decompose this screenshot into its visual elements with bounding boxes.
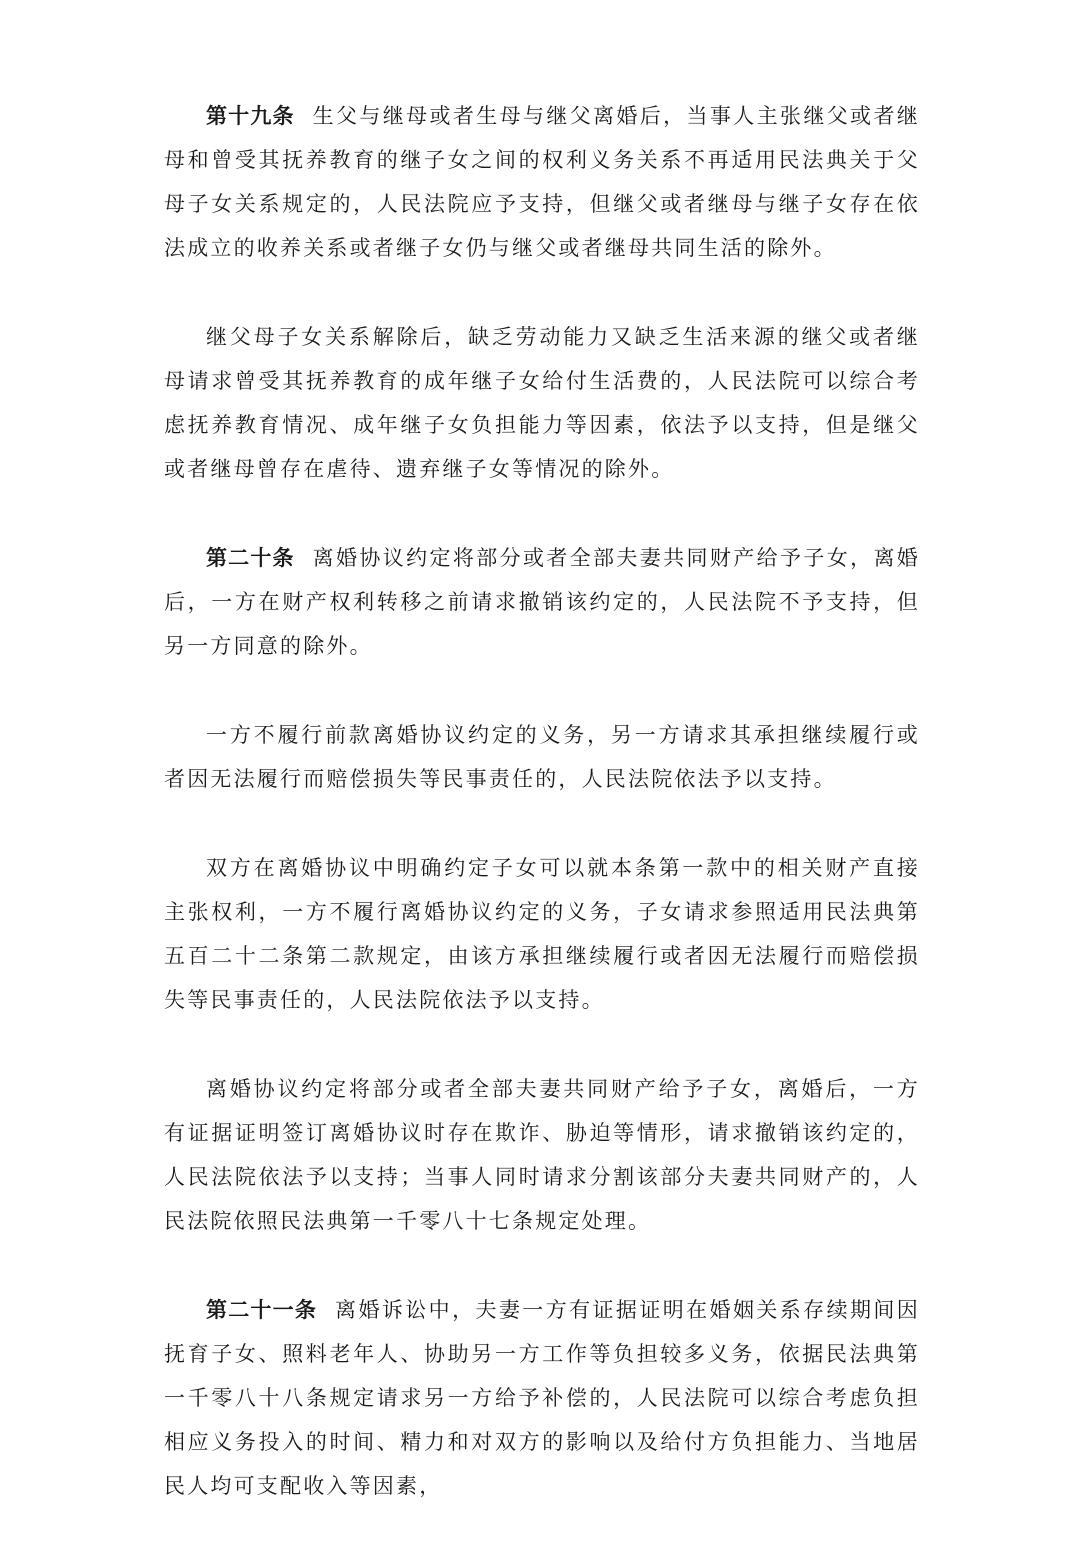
document-body bbox=[164, 94, 920, 1553]
paragraph-article-20 bbox=[164, 536, 920, 668]
paragraph-text: 离婚诉讼中，夫妻一方有证据证明在婚姻关系存续期间因抚育子女、照料老年人、协助另一方工作等负担较多义务，依据民法典第一千零八十八条规定请求另一方给予补偿的，人民法院可以综合考虑负担相应义务投入的时间、精力和对双方的影响以及给付方负担能力、当地居民人均可支配收入等因素， bbox=[164, 1298, 921, 1498]
paragraph-text: 双方在离婚协议中明确约定子女可以就本条第一款中的相关财产直接主张权利，一方不履行离婚协议约定的义务，子女请求参照适用民法典第五百二十二条第二款规定，由该方承担继续履行或者因无法履行而赔偿损失等民事责任的，人民法院依法予以支持。 bbox=[164, 856, 920, 1012]
paragraph-text: 离婚协议约定将部分或者全部夫妻共同财产给予子女，离婚后，一方在财产权利转移之前请求撤销该约定的，人民法院不予支持，但另一方同意的除外。 bbox=[164, 546, 921, 658]
article-heading: 第二十条 bbox=[206, 546, 295, 570]
paragraph-article-20-clause-4 bbox=[164, 1067, 920, 1243]
article-heading: 第十九条 bbox=[206, 104, 295, 128]
paragraph-text: 一方不履行前款离婚协议约定的义务，另一方请求其承担继续履行或者因无法履行而赔偿损失等民事责任的，人民法院依法予以支持。 bbox=[164, 723, 920, 791]
paragraph-article-19-clause-2 bbox=[164, 315, 920, 491]
paragraph-article-21 bbox=[164, 1288, 920, 1508]
paragraph-text: 离婚协议约定将部分或者全部夫妻共同财产给予子女，离婚后，一方有证据证明签订离婚协议时存在欺诈、胁迫等情形，请求撤销该约定的，人民法院依法予以支持；当事人同时请求分割该部分夫妻共同财产的，人民法院依照民法典第一千零八十七条规定处理。 bbox=[164, 1077, 920, 1233]
paragraph-article-20-clause-2 bbox=[164, 713, 920, 801]
paragraph-text: 生父与继母或者生母与继父离婚后，当事人主张继父或者继母和曾受其抚养教育的继子女之间的权利义务关系不再适用民法典关于父母子女关系规定的，人民法院应予支持，但继父或者继母与继子女存在依法成立的收养关系或者继子女仍与继父或者继母共同生活的除外。 bbox=[164, 104, 921, 260]
paragraph-text: 继父母子女关系解除后，缺乏劳动能力又缺乏生活来源的继父或者继母请求曾受其抚养教育的成年继子女给付生活费的，人民法院可以综合考虑抚养教育情况、成年继子女负担能力等因素，依法予以支持，但是继父或者继母曾存在虐待、遗弃继子女等情况的除外。 bbox=[164, 325, 920, 481]
paragraph-article-19 bbox=[164, 94, 920, 270]
article-heading: 第二十一条 bbox=[206, 1298, 318, 1322]
paragraph-article-20-clause-3 bbox=[164, 846, 920, 1022]
